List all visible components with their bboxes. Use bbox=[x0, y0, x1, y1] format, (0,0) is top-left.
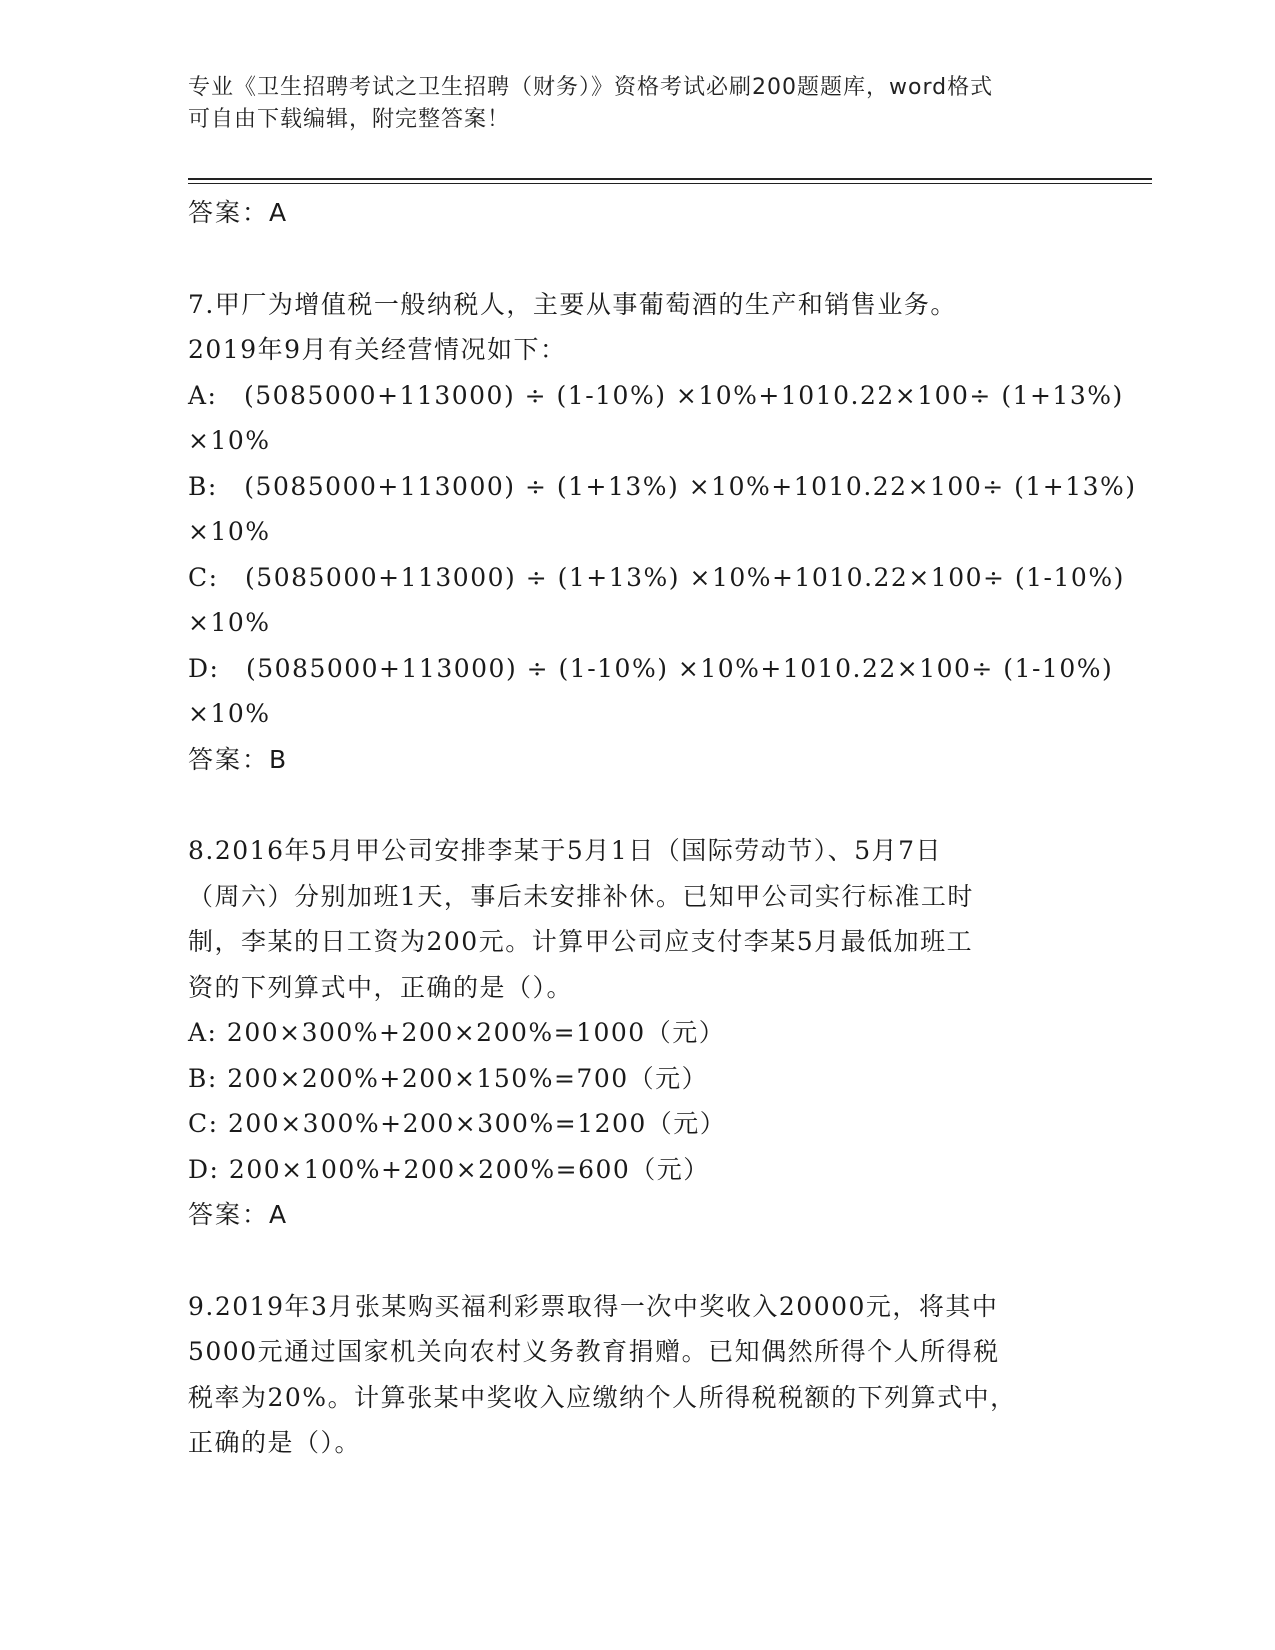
option-c-cont: ×10% bbox=[188, 608, 271, 637]
option-b: B: 200×200%+200×150%=700（元） bbox=[188, 1063, 709, 1093]
question-8 bbox=[188, 828, 1068, 1238]
question-stem-line: 制，李某的日工资为200元。计算甲公司应支付李某5月最低加班工 bbox=[188, 927, 974, 956]
header-rule bbox=[188, 178, 1152, 184]
question-stem-line: 正确的是（）。 bbox=[188, 1428, 362, 1457]
option-a: A: (5085000+113000) ÷ (1-10%) ×10%+1010.22×100÷ (1+13%) bbox=[188, 380, 1124, 410]
option-c: C: 200×300%+200×300%=1200（元） bbox=[188, 1109, 727, 1138]
question-stem-line: 9.2019年3月张某购买福利彩票取得一次中奖收入20000元，将其中 bbox=[188, 1291, 999, 1321]
question-7 bbox=[188, 282, 1137, 783]
header-line-1: 专业《卫生招聘考试之卫生招聘（财务）》资格考试必刷200题题库，word格式 bbox=[188, 75, 994, 100]
question-stem-line: 资的下列算式中，正确的是（）。 bbox=[188, 972, 574, 1002]
question-stem-line: 7.甲厂为增值税一般纳税人，主要从事葡萄酒的生产和销售业务。 bbox=[188, 289, 957, 319]
option-a: A: 200×300%+200×200%=1000（元） bbox=[188, 1018, 726, 1047]
answer: 答案：A bbox=[188, 1200, 289, 1229]
document-body bbox=[188, 190, 1137, 1466]
answer: 答案：B bbox=[188, 744, 289, 774]
option-d: D: 200×100%+200×200%=600（元） bbox=[188, 1154, 710, 1184]
option-b-cont: ×10% bbox=[188, 517, 271, 546]
question-stem-line: 8.2016年5月甲公司安排李某于5月1日（国际劳动节）、5月7日 bbox=[188, 836, 943, 865]
question-stem-line: 5000元通过国家机关向农村义务教育捐赠。已知偶然所得个人所得税 bbox=[188, 1337, 1000, 1366]
option-d-cont: ×10% bbox=[188, 699, 271, 728]
question-9 bbox=[188, 1284, 1068, 1466]
option-d: D: (5085000+113000) ÷ (1-10%) ×10%+1010.22×100÷ (1-10%) bbox=[188, 653, 1114, 683]
header-line-2: 可自由下载编辑，附完整答案！ bbox=[188, 107, 511, 132]
option-b: B: (5085000+113000) ÷ (1+13%) ×10%+1010.22×100÷ (1+13%) bbox=[188, 471, 1137, 501]
option-a-cont: ×10% bbox=[188, 426, 271, 455]
previous-answer: 答案：A bbox=[188, 198, 289, 227]
option-c: C: (5085000+113000) ÷ (1+13%) ×10%+1010.22×100÷ (1-10%) bbox=[188, 562, 1125, 592]
question-stem-line: （周六）分别加班1天，事后未安排补休。已知甲公司实行标准工时 bbox=[188, 881, 974, 911]
question-stem-line: 2019年9月有关经营情况如下： bbox=[188, 335, 567, 364]
question-stem-line: 税率为20%。计算张某中奖收入应缴纳个人所得税税额的下列算式中， bbox=[188, 1382, 1017, 1412]
page-header bbox=[188, 72, 1068, 136]
